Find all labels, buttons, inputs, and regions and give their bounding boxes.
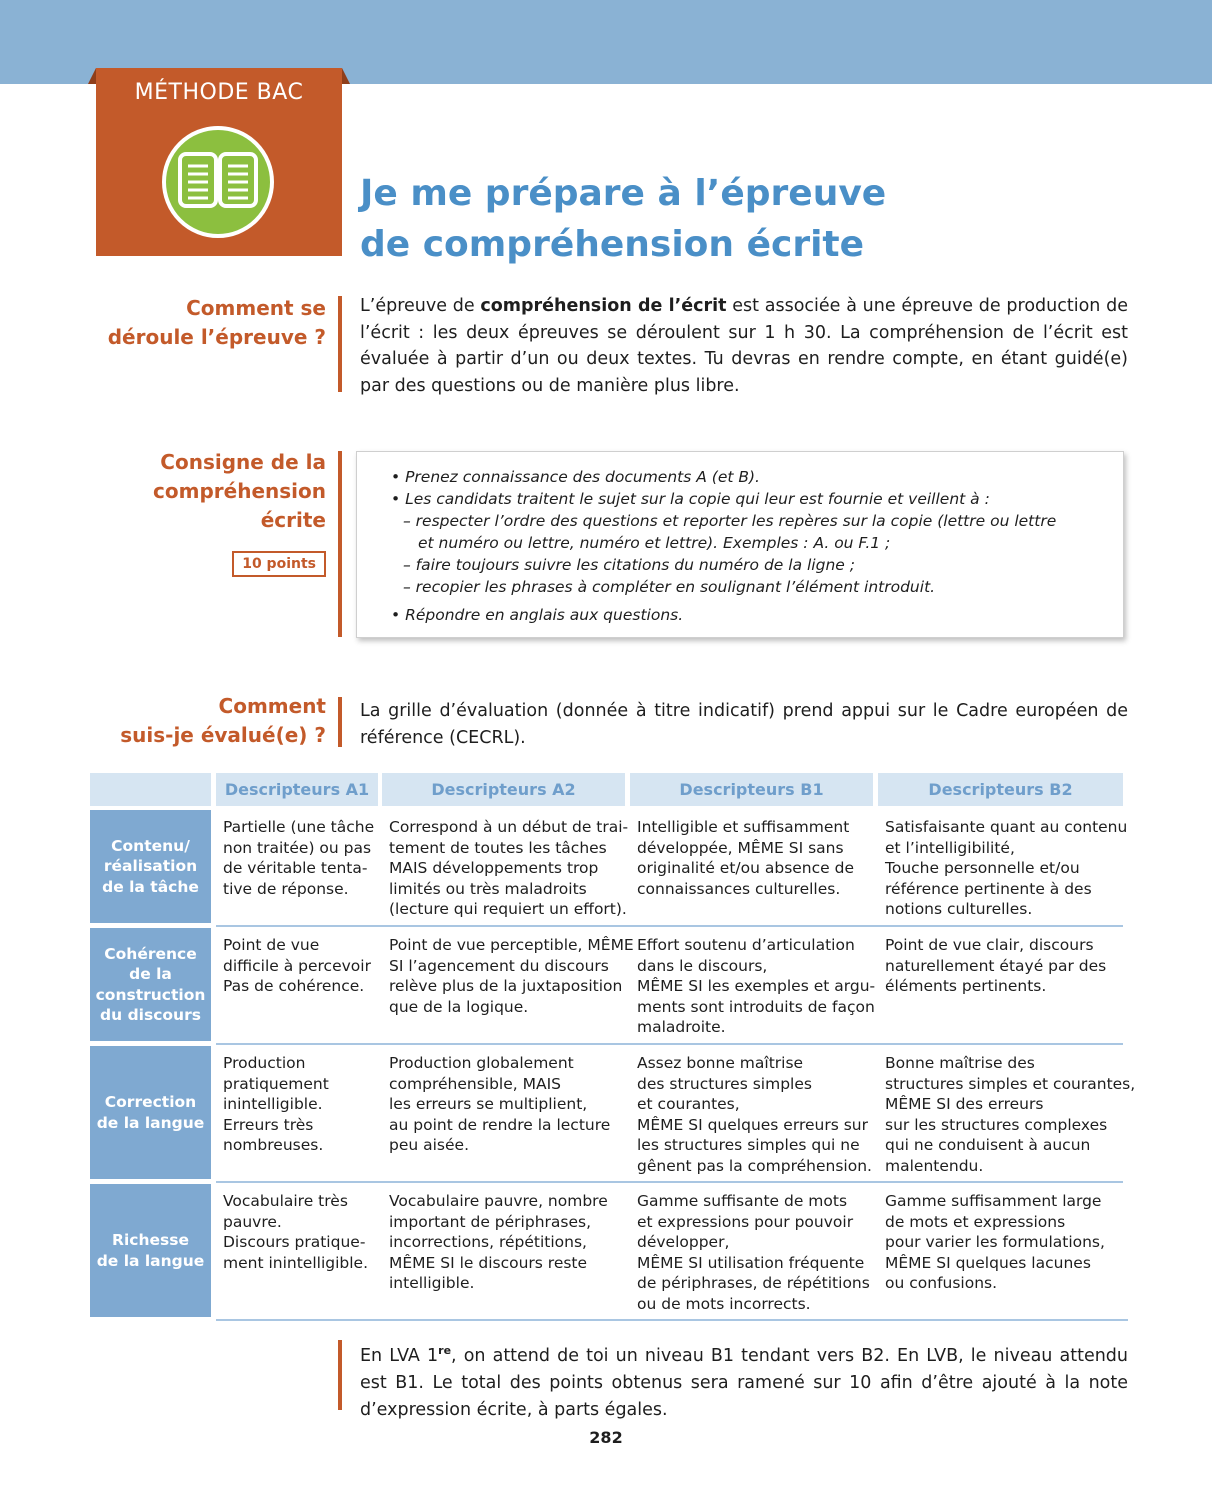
page-title: Je me prépare à l’épreuve de compréhension écrite [360,173,887,265]
column-header: Descripteurs B1 [630,773,873,806]
section-divider [338,1340,342,1410]
column-header: Descripteurs A2 [382,773,625,806]
table-cell: Gamme suffisamment large de mots et expressions pour varier les formulations, MÊME SI quelques lacunes ou confusions. [885,1192,1105,1292]
row-header: Richesse de la langue [90,1184,211,1317]
open-book-icon [162,126,274,238]
row-divider [216,1043,1123,1045]
table-cell: Vocabulaire très pauvre. Discours pratique- ment inintelligible. [223,1192,369,1272]
table-cell: Correspond à un début de trai- tement de toutes les tâches MAIS développements trop limités ou très maladroits (lecture qui requiert un effort). [389,818,629,918]
row-header: Correction de la langue [90,1046,211,1179]
table-cell: Intelligible et suffisamment développée, MÊME SI sans originalité et/ou absence de connaissances culturelles. [637,818,854,898]
table-cell: Effort soutenu d’articulation dans le discours, MÊME SI les exemples et argu- ments sont introduits de façon maladroite. [637,936,876,1036]
section-divider [338,697,342,747]
instruction-line: • Répondre en anglais aux questions. [391,606,684,624]
instruction-line: – faire toujours suivre les citations du numéro de la ligne ; [403,556,855,574]
section-divider [338,296,342,392]
table-cell: Gamme suffisante de mots et expressions pour pouvoir développer, MÊME SI utilisation fréquente de périphrases, de répétitions ou de mots incorrects. [637,1192,870,1313]
table-cell: Assez bonne maîtrise des structures simples et courantes, MÊME SI quelques erreurs sur les structures simples qui ne gênent pas la compréhension. [637,1054,872,1175]
instruction-line: • Les candidats traitent le sujet sur la copie qui leur est fournie et veillent à : [391,490,990,508]
instruction-box [356,451,1124,638]
instruction-line: • Prenez connaissance des documents A (et B). [391,468,760,486]
section-divider [338,451,342,637]
grid-corner [90,773,211,806]
instruction-line: – respecter l’ordre des questions et reporter les repères sur la copie (lettre ou lettre [403,512,1057,530]
footer-note: En LVA 1re, on attend de toi un niveau B1 tendant vers B2. En LVB, le niveau attendu est B1. Le total des points obtenus sera ramené sur 10 afin d’être ajouté à la note d’expression écrite, à parts égales. [360,1344,1128,1420]
table-cell: Production globalement compréhensible, MAIS les erreurs se multiplient, au point de rendre la lecture peu aisée. [389,1054,611,1154]
row-header: Contenu/ réalisation de la tâche [90,810,211,923]
table-cell: Point de vue clair, discours naturellement étayé par des éléments pertinents. [885,936,1107,995]
methode-bac-badge [96,68,342,256]
row-divider [216,1181,1123,1183]
table-cell: Bonne maîtrise des structures simples et courantes, MÊME SI des erreurs sur les structures complexes qui ne conduisent à aucun malentendu. [885,1054,1136,1175]
section-text-evaluation: La grille d’évaluation (donnée à titre indicatif) prend appui sur le Cadre européen de référence (CECRL). [360,701,1128,748]
table-cell: Point de vue perceptible, MÊME SI l’agencement du discours relève plus de la juxtaposition que de la logique. [389,936,634,1016]
section-heading-consigne: Consigne de la compréhension écrite [153,450,326,532]
section-heading-evaluation: Comment suis-je évalué(e) ? [120,694,326,747]
table-cell: Partielle (une tâche non traitée) ou pas de véritable tenta- tive de réponse. [223,818,375,898]
section-heading-deroulement: Comment se déroule l’épreuve ? [107,296,326,349]
points-badge: 10 points [232,551,326,577]
column-header: Descripteurs A1 [216,773,378,806]
section-text-deroulement: L’épreuve de compréhension de l’écrit est associée à une épreuve de production de l’écrit : les deux épreuves se déroulent sur 1 h 30. La compréhension de l’écrit est évaluée à partir d’un ou deux textes. Tu devras en rendre compte, en étant guidé(e) par des questions ou de manière plus libre. [360,296,1128,396]
instruction-line: – recopier les phrases à compléter en soulignant l’élément introduit. [403,578,936,596]
row-divider [216,925,1123,927]
column-header: Descripteurs B2 [878,773,1123,806]
instruction-line: et numéro ou lettre, numéro et lettre). Exemples : A. ou F.1 ; [418,534,891,552]
table-cell: Point de vue difficile à percevoir Pas de cohérence. [223,936,371,995]
page-number: 282 [589,1428,623,1447]
badge-label: MÉTHODE BAC [134,80,304,105]
table-cell: Satisfaisante quant au contenu et l’intelligibilité, Touche personnelle et/ou référence pertinente à des notions culturelles. [885,818,1128,918]
table-cell: Production pratiquement inintelligible. Erreurs très nombreuses. [223,1054,329,1154]
grid-bottom-rule [216,1319,1128,1321]
table-cell: Vocabulaire pauvre, nombre important de périphrases, incorrections, répétitions, MÊME SI le discours reste intelligible. [389,1192,608,1292]
row-header: Cohérence de la construction du discours [90,928,211,1041]
